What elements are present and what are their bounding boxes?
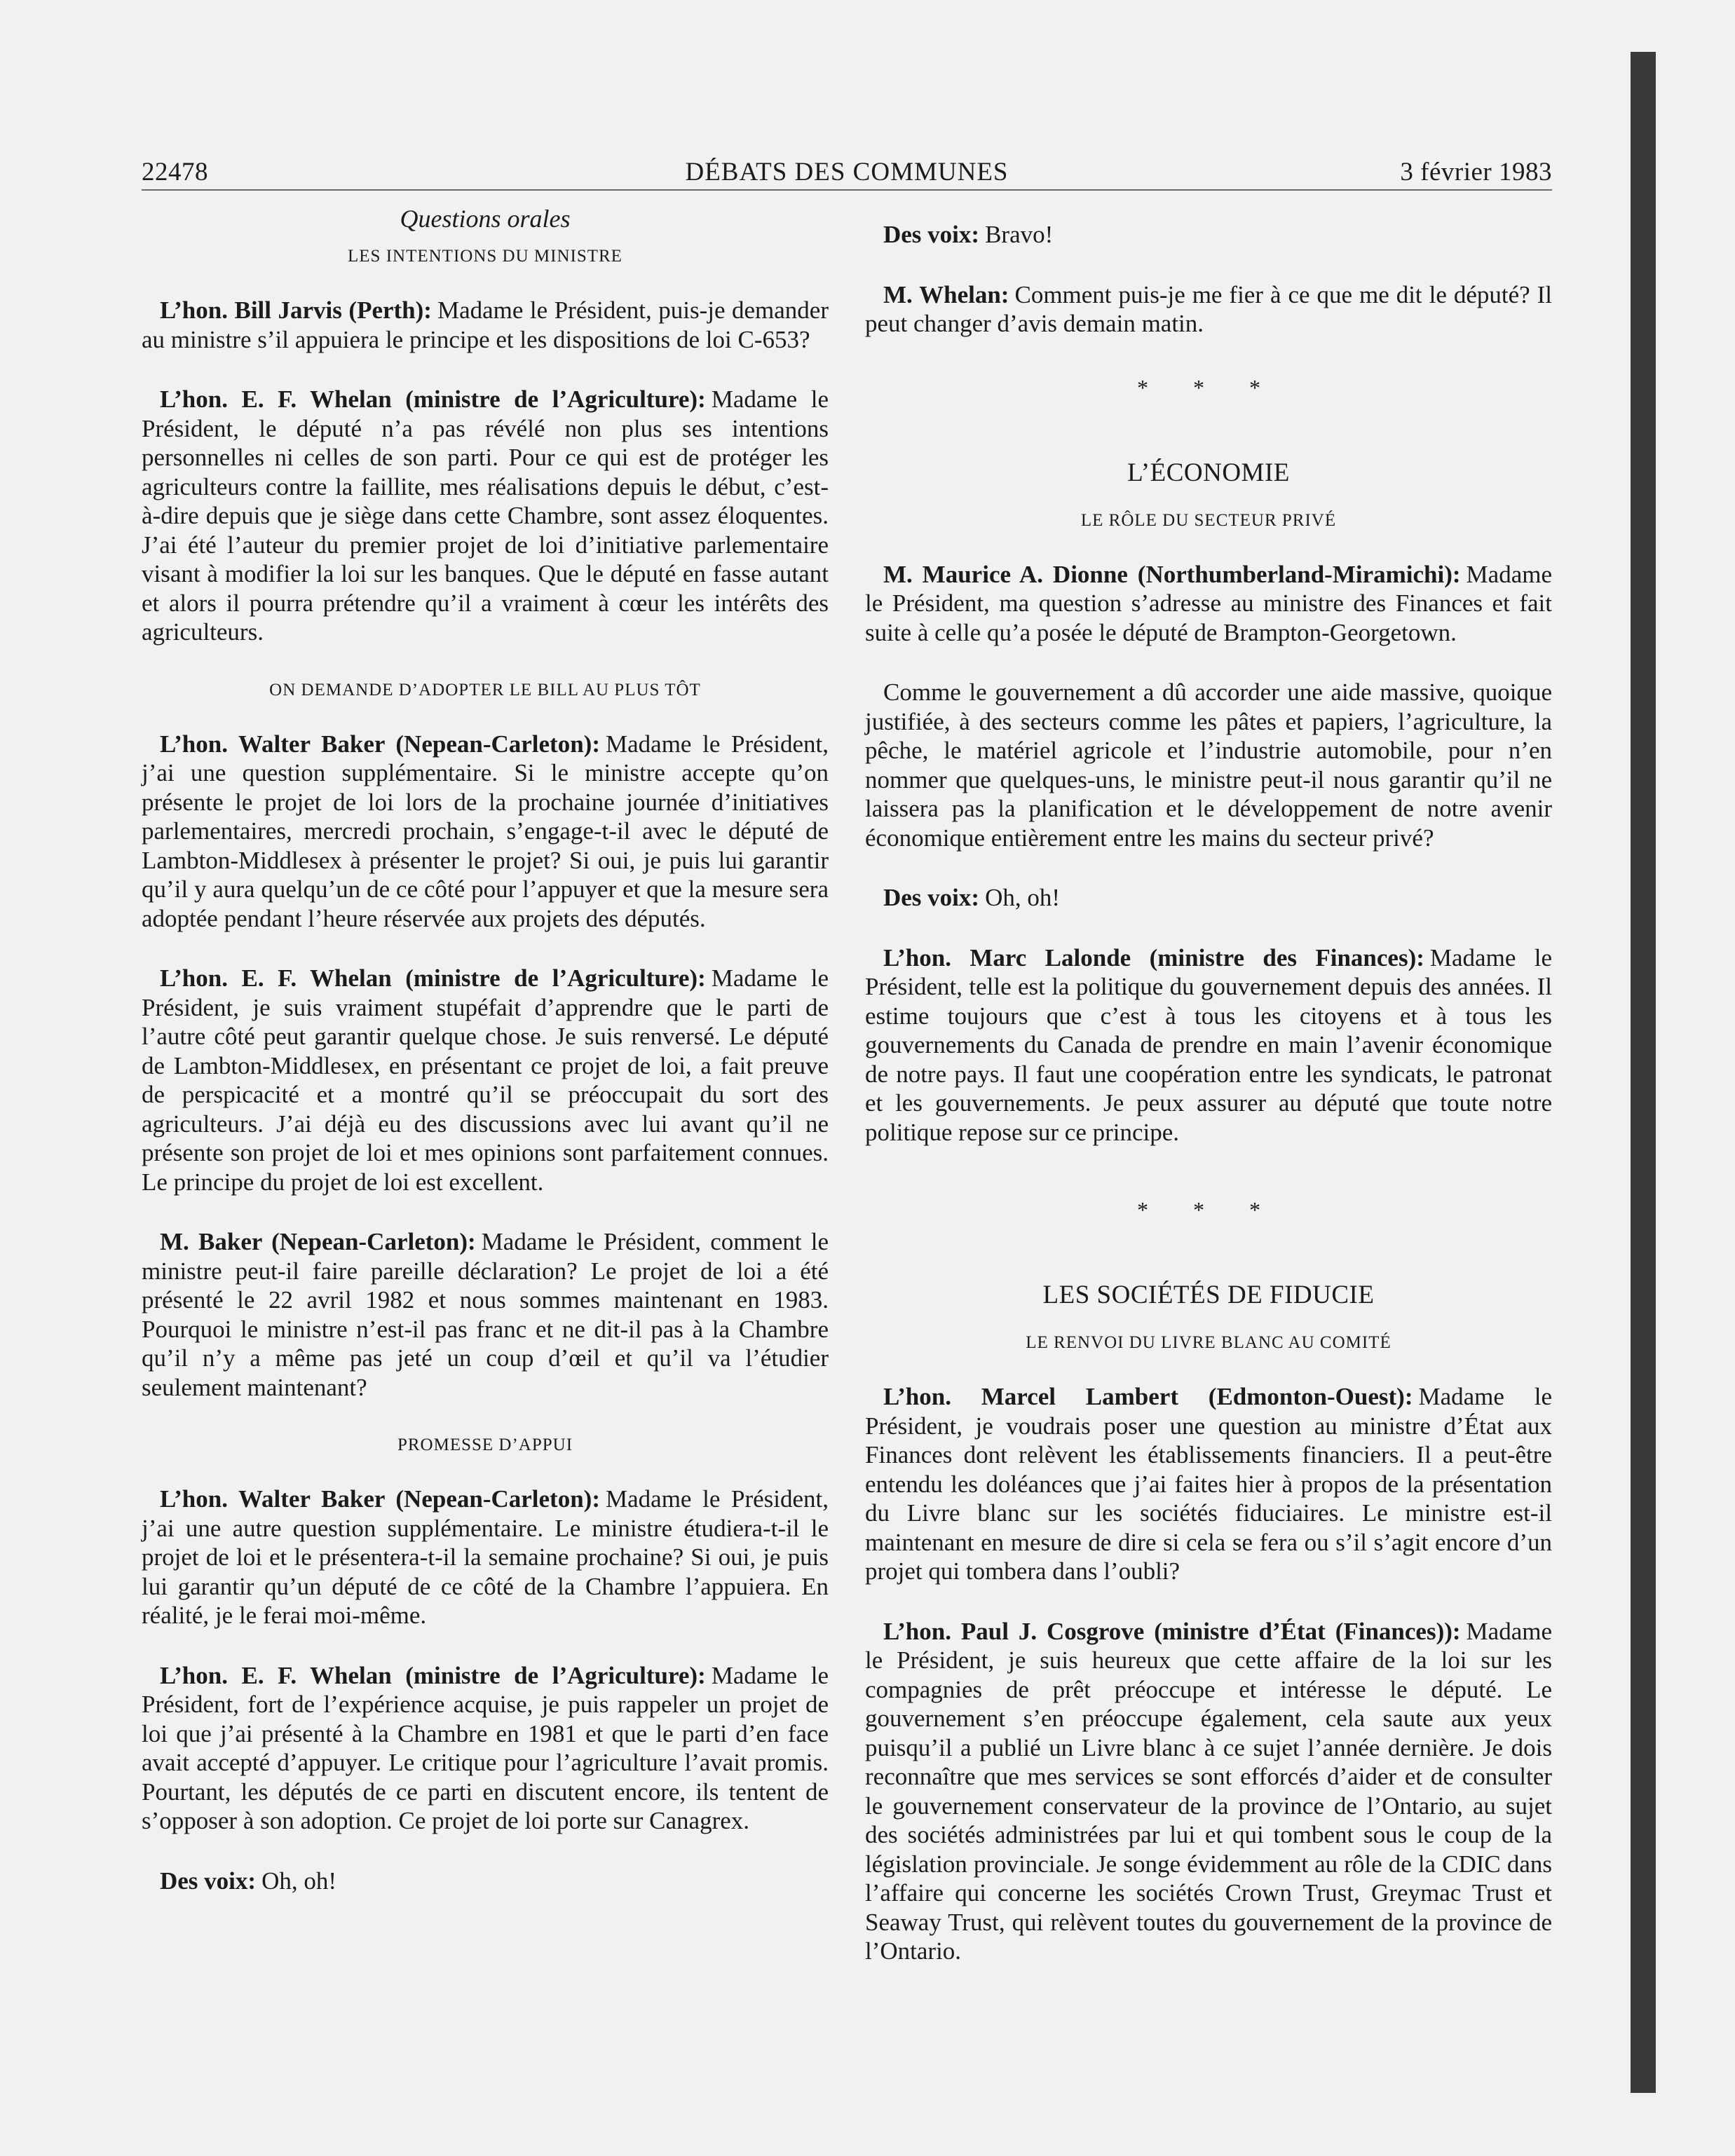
subheading: LES INTENTIONS DU MINISTRE [348, 247, 622, 266]
speech-text: Madame le Président, fort de l’expérience acquise, je puis rappeler un projet de loi que j’ai présenté à la Chambre en 1981 et que le parti d’en face avait accepté d’appuyer. Le critique pour l’agriculture l’avait promis. Pourtant, les députés de ce parti en discutent encore, ils tentent de s’opposer à son adoption. Ce projet de loi porte sur Canagrex. [142, 1661, 829, 1834]
speaker: L’hon. Marcel Lambert (Edmonton-Ouest): [883, 1383, 1413, 1410]
speech [865, 883, 1552, 913]
page-number: 22478 [142, 158, 208, 186]
speech-text: Bravo! [985, 221, 1054, 248]
speech [142, 1485, 829, 1630]
speech-text: Madame le Président, je suis vraiment stupéfait d’apprendre que le parti de l’autre côté peut garantir quelque chose. Je suis renversé. Le député de Lambton-Middlesex, en présentant ce projet de loi, a fait preuve de perspicacité et a montré qu’il se préoccupait du sort des agriculteurs. J’ai déjà eu des discussions avec lui avant qu’il ne présente son projet de loi et mes opinions sont parfaitement connues. Le principe du projet de loi est excellent. [142, 964, 829, 1196]
speech [865, 678, 1552, 852]
speech [142, 296, 829, 354]
speech-text: Madame le Président, j’ai une question supplémentaire. Si le ministre accepte qu’on présente le projet de loi lors de la prochaine journée d’initiatives parlementaires, mercredi prochain, s’engage-t-il avec le député de Lambton-Middlesex à présenter le projet? Si oui, je puis lui garantir qu’il y aura quelqu’un de ce côté pour l’appuyer et que la mesure sera adoptée pendant l’heure réservée aux projets des députés. [142, 730, 829, 932]
speech [142, 1227, 829, 1402]
speech-text: Comme le gouvernement a dû accorder une aide massive, quoique justifiée, à des secteurs comme les pâtes et papiers, l’agriculture, la pêche, le matériel agricole et l’industrie automobile, pour n’en nommer que quelques-uns, le ministre peut-il nous garantir qu’il ne laissera pas la planification et le développement de notre avenir économique entièrement entre les mains du secteur privé? [865, 678, 1552, 852]
section-separator: * * * [1137, 374, 1280, 400]
speaker: L’hon. Marc Lalonde (ministre des Finances): [883, 943, 1424, 971]
speaker: L’hon. Paul J. Cosgrove (ministre d’État (Finances)): [883, 1617, 1461, 1645]
speaker: Des voix: [883, 221, 980, 248]
section-heading: LES SOCIÉTÉS DE FIDUCIE [1042, 1281, 1375, 1309]
issue-date: 3 février 1983 [1400, 158, 1552, 186]
speaker: M. Whelan: [883, 280, 1009, 308]
speaker: L’hon. Bill Jarvis (Perth): [160, 296, 432, 324]
section-heading: L’ÉCONOMIE [1127, 458, 1290, 487]
right-column [865, 203, 1552, 1997]
speech [865, 280, 1552, 339]
section-separator: * * * [1137, 1197, 1280, 1222]
speech [865, 560, 1552, 648]
page-header [142, 157, 1552, 191]
section-title: Questions orales [400, 205, 571, 233]
speaker: Des voix: [160, 1867, 257, 1895]
speech [865, 1617, 1552, 1966]
speech-text: Oh, oh! [985, 884, 1060, 911]
speech [865, 220, 1552, 250]
subheading: LE RENVOI DU LIVRE BLANC AU COMITÉ [1026, 1333, 1392, 1352]
speech-text: Madame le Président, comment le ministre peut-il faire pareille déclaration? Le projet de loi a été présenté le 22 avril 1982 et nous sommes maintenant en 1983. Pourquoi le ministre n’est-il pas franc et ne dit-il pas à la Chambre qu’il n’y a même pas jeté un coup d’œil et qu’il va l’étudier seulement maintenant? [142, 1228, 829, 1401]
subheading: PROMESSE D’APPUI [397, 1435, 573, 1454]
speaker: M. Baker (Nepean-Carleton): [160, 1228, 476, 1255]
speaker: L’hon. Walter Baker (Nepean-Carleton): [160, 730, 600, 758]
speech-text: Comment puis-je me fier à ce que me dit le député? Il peut changer d’avis demain matin. [865, 280, 1553, 337]
speech-text: Madame le Président, j’ai une autre question supplémentaire. Le ministre étudiera-t-il le projet de loi et le présentera-t-il la semaine prochaine? Si oui, je puis lui garantir qu’un député de ce côté de la Chambre l’appuiera. En réalité, je le ferai moi-même. [142, 1485, 829, 1629]
speaker: Des voix: [883, 884, 980, 911]
speaker: L’hon. E. F. Whelan (ministre de l’Agriculture): [160, 386, 706, 413]
speech [142, 1661, 829, 1836]
speaker: L’hon. E. F. Whelan (ministre de l’Agriculture): [160, 1661, 706, 1689]
speech [142, 730, 829, 934]
speech [142, 964, 829, 1196]
speech-text: Madame le Président, ma question s’adresse au ministre des Finances et fait suite à celle qu’a posée le député de Brampton-Georgetown. [865, 560, 1552, 646]
subheading: LE RÔLE DU SECTEUR PRIVÉ [1080, 510, 1337, 530]
speech [865, 1382, 1552, 1586]
speech-text: Madame le Président, puis-je demander au ministre s’il appuiera le principe et les dispositions de loi C-653? [142, 296, 829, 353]
speech [865, 943, 1552, 1147]
speech-text: Madame le Président, je voudrais poser une question au ministre d’État aux Finances dont relèvent les établissements financiers. Il a peut-être entendu les doléances que j’ai faites hier à propos de la présentation du Livre blanc sur les sociétés fiduciaires. Le ministre est-il maintenant en mesure de dire si cela se fera ou s’il s’agit encore d’un projet qui tombera dans l’oubli? [865, 1383, 1552, 1585]
speech [142, 385, 829, 647]
speech-text: Madame le Président, je suis heureux que cette affaire de la loi sur les compagnies de prêt préoccupe et intéresse le député. Le gouvernement s’en préoccupe également, cela saute aux yeux puisqu’il a publié un Livre blanc à ce sujet l’année dernière. Je dois reconnaître que mes services se sont efforcés d’aider et de consulter le gouvernement conservateur de la province de l’Ontario, au sujet des sociétés administrées par lui et qui tombent sous le coup de la législation provinciale. Je songe évidemment au rôle de la CDIC dans l’affaire qui concerne les sociétés Crown Trust, Greymac Trust et Seaway Trust, qui relèvent toutes du gouvernement de la province de l’Ontario. [865, 1617, 1552, 1965]
speaker: M. Maurice A. Dionne (Northumberland-Miramichi): [883, 560, 1461, 588]
speech [142, 1867, 829, 1896]
speech-text: Madame le Président, le député n’a pas révélé non plus ses intentions personnelles ni celles de son parti. Pour ce qui est de protéger les agriculteurs contre la faillite, mes réalisations depuis le début, c’est-à-dire depuis que je siège dans cette Chambre, sont assez éloquentes. J’ai été l’auteur du premier projet de loi d’initiative parlementaire visant à modifier la loi sur les banques. Que le député en fasse autant et alors il pourra prétendre qu’il a vraiment à cœur les intérêts des agriculteurs. [142, 386, 829, 646]
left-column [142, 203, 829, 1926]
speaker: L’hon. Walter Baker (Nepean-Carleton): [160, 1485, 600, 1513]
subheading: ON DEMANDE D’ADOPTER LE BILL AU PLUS TÔT [269, 680, 701, 700]
speech-text: Oh, oh! [261, 1867, 336, 1895]
scan-edge [1631, 52, 1656, 2093]
speaker: L’hon. E. F. Whelan (ministre de l’Agriculture): [160, 964, 706, 992]
publication-title: DÉBATS DES COMMUNES [685, 158, 1009, 186]
page [142, 157, 1553, 1965]
speech-text: Madame le Président, telle est la politique du gouvernement depuis des années. Il estime toujours que c’est à tous les citoyens et à tous les gouvernements du Canada de prendre en main l’avenir économique de notre pays. Il faut une coopération entre les syndicats, le patronat et les gouvernements. Je peux assurer au député que toute notre politique repose sur ce principe. [865, 943, 1552, 1146]
